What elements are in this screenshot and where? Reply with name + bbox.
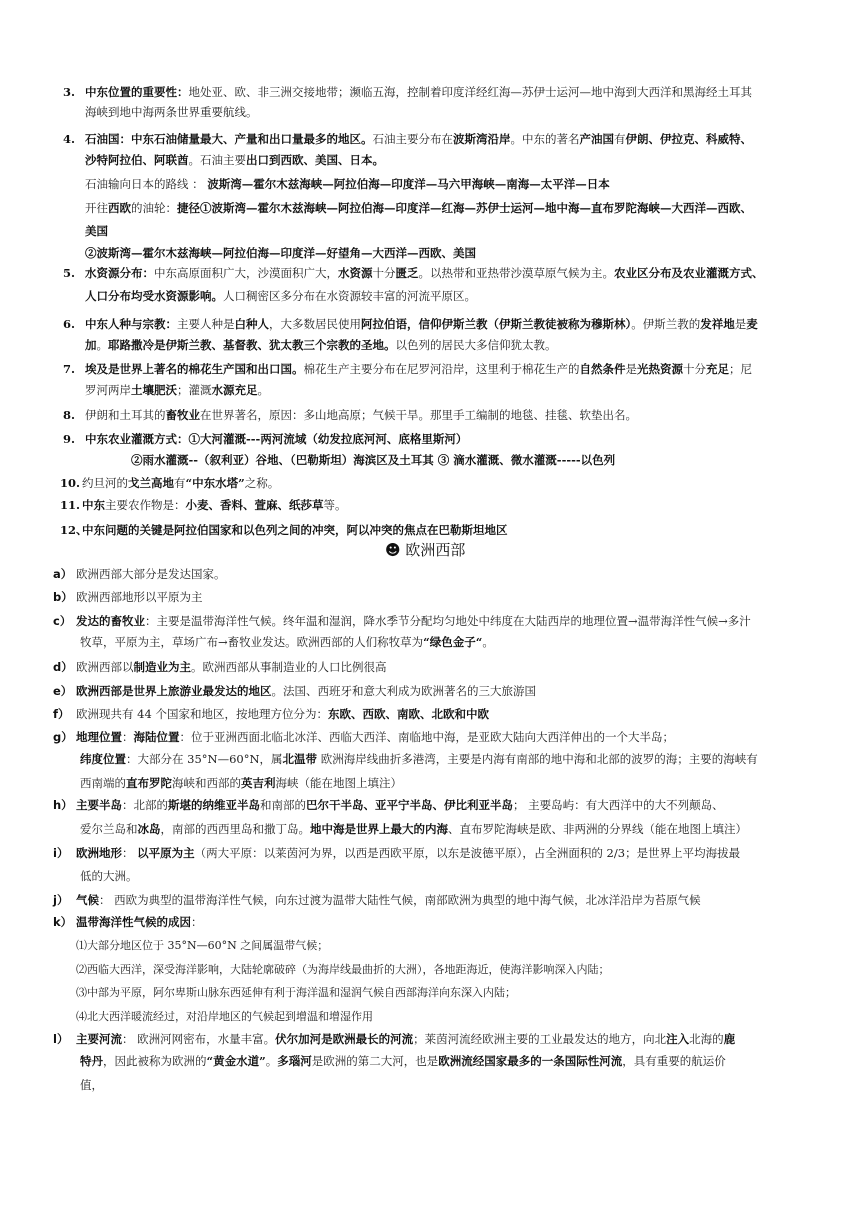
- text-line: [76, 845, 740, 861]
- bold-text: 土壤肥沃: [131, 383, 177, 397]
- bold-text: 东欧、西欧、南欧、北欧和中欧: [327, 707, 489, 721]
- text-span: 。以热带和亚热带沙漠草原气候为主。: [418, 266, 614, 280]
- text-span: ：北部的: [122, 798, 168, 812]
- climate-cause-item: ⑶中部为平原，阿尔卑斯山脉东西延伸有利于海洋温和湿润气候自西部海洋向东深入内陆；: [76, 986, 516, 999]
- bold-text: 发达的畜牧业: [76, 614, 145, 628]
- bold-text: 多瑙河: [277, 1054, 312, 1068]
- bold-text: 气候: [76, 893, 99, 907]
- bold-text: 温带海洋性气候的成因: [76, 915, 191, 929]
- text-span: 是: [625, 362, 637, 376]
- item-number: 4.: [63, 132, 76, 146]
- text-span: 伊朗和土耳其的: [85, 408, 166, 422]
- text-span: 开往: [85, 201, 108, 215]
- text-span: 。: [482, 635, 494, 649]
- bold-text: 伏尔加河是欧洲最长的河流: [275, 1032, 414, 1046]
- text-span: 有: [614, 132, 626, 146]
- bold-text: “黄金水道”: [206, 1054, 266, 1068]
- text-line: [85, 361, 752, 377]
- text-span: ：: [122, 730, 134, 744]
- bold-text: 水源充足: [211, 383, 258, 397]
- bold-text: 阿拉伯语，信仰伊斯兰教（伊斯兰教徒被称为穆斯林）: [361, 317, 632, 331]
- text-span: 以色列的居民大多信仰犹太教。: [395, 338, 557, 352]
- bold-text: 水资源: [338, 266, 373, 280]
- text-span: 。: [265, 1054, 278, 1068]
- text-span: 值，: [80, 1078, 103, 1092]
- text-span: 等。: [323, 498, 347, 512]
- bold-text: 鹿: [723, 1032, 736, 1046]
- text-line: [80, 1053, 726, 1069]
- text-span: 欧洲海岸线曲折多港湾，主要是内海有南部的地中海和北部的波罗的海；主要的海峡有: [317, 752, 758, 766]
- bold-text: 伊朗、伊拉克、科威特、: [625, 132, 752, 146]
- bold-text: 纬度位置: [80, 752, 126, 766]
- text-span: 海峡和西部的: [172, 776, 241, 790]
- bold-text: 以平原为主: [137, 846, 195, 860]
- text-span: 低的大洲。: [80, 869, 138, 883]
- text-span: 欧洲西部大部分是发达国家: [76, 567, 214, 581]
- text-span: ，南部的西西里岛和撒丁岛。: [160, 822, 310, 836]
- text-span: ：: [122, 846, 138, 860]
- text-span: 欧洲西部以: [76, 660, 134, 674]
- bold-text: 耶路撒冷是伊斯兰教、基督教、犹太教三个宗教的圣地。: [108, 338, 396, 352]
- bold-text: 海陆位置: [133, 730, 180, 744]
- text-line: [85, 152, 384, 168]
- bold-text: 特丹: [80, 1054, 103, 1068]
- text-span: 海峡（能在地图上填注）: [275, 776, 402, 790]
- item-number: g）: [53, 730, 73, 744]
- text-span: 十分: [683, 362, 706, 376]
- text-span: 。法国、西班牙和意大利成为欧洲著名的三大旅游国: [271, 684, 536, 698]
- item-number: l）: [53, 1032, 69, 1046]
- text-span: ；灌溉: [177, 383, 212, 397]
- item-number: 5.: [63, 266, 76, 280]
- text-line: [76, 729, 674, 745]
- bold-text: 西欧: [108, 201, 131, 215]
- text-line: [85, 104, 258, 120]
- text-span: 欧洲现共有 44 个国家和地区，按地理方位分为：: [76, 707, 328, 721]
- bold-text: 波斯湾—霍尔木兹海峡—阿拉伯海—印度洋—马六甲海峡—南海—太平洋—日本: [207, 177, 610, 191]
- text-span: 罗河两岸: [85, 383, 131, 397]
- climate-cause-item: ⑷北大西洋暖流经过，对沿岸地区的气候起到增温和增湿作用: [76, 1010, 373, 1023]
- bold-text: 戈兰高地: [128, 476, 174, 490]
- text-line: [85, 288, 476, 304]
- item-number: 6.: [63, 317, 76, 331]
- bold-text: 波斯湾沿岸: [453, 132, 511, 146]
- text-line: [80, 751, 758, 767]
- text-line: [82, 475, 279, 491]
- text-line: [85, 382, 269, 398]
- text-line: [76, 914, 203, 930]
- text-span: 主要人种是: [177, 317, 235, 331]
- text-line: [85, 265, 764, 281]
- bold-text: 冰岛: [137, 822, 161, 836]
- text-span: 石油输向日本的路线 ：: [85, 177, 208, 191]
- item-number: a）: [53, 567, 73, 581]
- item-number: 11.: [60, 498, 81, 512]
- bold-text: 水资源分布：: [85, 266, 154, 280]
- text-line: [85, 223, 108, 239]
- bold-text: 出口到西欧、美国、日本。: [246, 153, 384, 167]
- text-line: [82, 497, 347, 513]
- text-span: ： 欧洲河网密布，水量丰富。: [122, 1032, 276, 1046]
- text-span: 爱尔兰岛和: [80, 822, 138, 836]
- bold-text: 美国: [85, 224, 108, 238]
- text-span: 牧草，平原为主，草场广布→畜牧业发达。欧洲西部的人们称牧草为: [80, 635, 424, 649]
- item-number: c）: [53, 614, 72, 628]
- item-number: 7.: [63, 362, 76, 376]
- text-line: [76, 613, 751, 629]
- item-number: 8.: [63, 408, 76, 422]
- bold-text: 中东问题的关键是阿拉伯国家和以色列之间的冲突，阿以冲突的焦点在巴勒斯坦地区: [82, 523, 508, 537]
- text-span: 海峡到地中海两条世界重要航线。: [85, 105, 258, 119]
- bold-text: 主要河流: [76, 1032, 122, 1046]
- text-span: 人口稠密区多分布在水资源较丰富的河流平原区。: [223, 289, 476, 303]
- bold-text: 注入: [666, 1032, 690, 1046]
- bold-text: 地中海是世界上最大的内海: [310, 822, 448, 836]
- bold-text: 中东: [82, 498, 105, 512]
- text-span: 地处亚、欧、非三洲交接地带；濒临五海，控制着印度洋经红海—苏伊士运河—地中海到大西洋和黑海经土耳其: [188, 85, 752, 99]
- text-span: ：主要是温带海洋性气候。终年温和湿润，降水季节分配均匀地处中纬度在大陆西岸的地理位置→温带海洋性气候→多汁: [145, 614, 751, 628]
- climate-cause-item: ⑴大部分地区位于 35°N—60°N 之间属温带气候；: [76, 939, 329, 952]
- text-line: [80, 821, 747, 837]
- item-number: j）: [53, 893, 69, 907]
- text-span: ，大多数居民使用: [269, 317, 361, 331]
- text-line: [85, 176, 610, 192]
- text-span: ：: [191, 915, 203, 929]
- item-number: d）: [53, 660, 73, 674]
- text-line: [80, 868, 138, 884]
- bold-text: 直布罗陀: [126, 776, 172, 790]
- text-span: ：大部分在 35°N—60°N，属: [126, 752, 283, 766]
- text-line: [85, 200, 752, 216]
- text-line: [85, 131, 752, 147]
- bold-text: 匮乏: [395, 266, 419, 280]
- bold-text: 加: [85, 338, 97, 352]
- text-line: [76, 566, 226, 582]
- text-span: 、直布罗陀海峡是欧、非两洲的分界线（能在地图上填注）: [448, 822, 747, 836]
- text-span: 西南端的: [80, 776, 126, 790]
- bold-text: 畜牧业: [165, 408, 200, 422]
- bold-text: 巴尔干半岛、亚平宁半岛、伊比利亚半岛: [306, 798, 513, 812]
- text-span: ，因此被称为欧洲的: [103, 1054, 207, 1068]
- text-span: ，具有重要的航运价: [622, 1054, 726, 1068]
- text-span: 。: [257, 383, 269, 397]
- text-span: 中东高原面积广大，沙漠面积广大，: [154, 266, 338, 280]
- text-span: 。: [214, 567, 226, 581]
- text-line: [80, 634, 494, 650]
- text-line: [85, 245, 476, 261]
- bold-text: 沙特阿拉伯、阿联酋: [85, 153, 189, 167]
- bold-text: 小麦、香料、萱麻、纸莎草: [185, 498, 324, 512]
- bold-text: 英吉利: [241, 776, 276, 790]
- text-span: 约旦河的: [82, 476, 128, 490]
- text-span: （两大平原：以莱茵河为界，以西是西欧平原，以东是波德平原），占全洲面积的 2/3；是世界上平均海拔最: [194, 846, 741, 860]
- text-line: [85, 407, 637, 423]
- item-number: k）: [53, 915, 73, 929]
- bold-text: 斯堪的纳维亚半岛: [168, 798, 260, 812]
- text-line: [76, 797, 724, 813]
- item-number: 3.: [63, 85, 76, 99]
- bold-text: 北温带: [282, 752, 318, 766]
- text-span: ：位于亚洲西面北临北冰洋、西临大西洋、南临地中海，是亚欧大陆向大西洋伸出的一个大半岛；: [179, 730, 674, 744]
- bold-text: “中东水塔”: [185, 476, 245, 490]
- item-number: 10.: [60, 476, 81, 490]
- text-span: 是欧洲的第二大河，也是: [311, 1054, 439, 1068]
- text-span: 。: [96, 338, 108, 352]
- bold-text: 主要半岛: [76, 798, 122, 812]
- bold-text: 充足: [706, 362, 729, 376]
- text-span: 的油轮：: [131, 201, 177, 215]
- bold-text: ②雨水灌溉--（叙利亚）谷地、（巴勒斯坦）海滨区及土耳其 ③ 滴水灌溉、微水灌溉-----以色列: [131, 453, 616, 467]
- bold-text: 地理位置: [76, 730, 122, 744]
- bold-text: 产油国: [579, 132, 614, 146]
- text-span: 北海的: [689, 1032, 724, 1046]
- text-span: ；尼: [729, 362, 752, 376]
- text-line: [80, 1077, 103, 1093]
- text-span: 。中东的著名: [510, 132, 580, 146]
- text-span: 十分: [372, 266, 396, 280]
- text-span: 之称。: [244, 476, 280, 490]
- bold-text: 制造业为主: [133, 660, 191, 674]
- item-number: b）: [53, 590, 73, 604]
- text-span: 欧洲西部地形以平原为主: [76, 590, 203, 604]
- item-number: i）: [53, 846, 69, 860]
- text-line: [82, 522, 508, 538]
- text-span: ； 主要岛屿：有大西洋中的大不列颠岛、: [513, 798, 724, 812]
- text-line: [76, 892, 701, 908]
- text-span: 。石油主要: [188, 153, 246, 167]
- text-span: 石油主要分布在: [372, 132, 453, 146]
- bold-text: 麦: [746, 317, 758, 331]
- bold-text: 石油国：中东石油储量最大、产量和出口量最多的地区。: [85, 132, 373, 146]
- text-span: 是: [734, 317, 747, 331]
- text-span: 棉花生产主要分布在尼罗河沿岸，这里利于棉花生产的: [303, 362, 580, 376]
- text-line: [76, 683, 536, 699]
- bold-text: “绿色金子“: [423, 635, 483, 649]
- bold-text: 欧洲流经国家最多的一条国际性河流: [438, 1054, 623, 1068]
- bold-text: 白种人: [234, 317, 269, 331]
- text-line: [76, 659, 387, 675]
- text-span: 。伊斯兰教的: [631, 317, 701, 331]
- text-line: [85, 316, 758, 332]
- item-number: e）: [53, 684, 73, 698]
- text-line: [76, 706, 489, 722]
- text-span: ；莱茵河流经欧洲主要的工业最发达的地方，向北: [413, 1032, 667, 1046]
- text-line: [76, 1031, 735, 1047]
- text-span: ： 西欧为典型的温带海洋性气候，向东过渡为温带大陆性气候，南部欧洲为典型的地中海气候，北冰洋沿岸为苔原气候: [99, 893, 701, 907]
- section-heading-west-europe: ☻ 欧洲西部: [385, 541, 466, 559]
- bold-text: 自然条件: [579, 362, 626, 376]
- text-line: [85, 431, 467, 447]
- bold-text: 发祥地: [700, 317, 735, 331]
- text-line: [80, 775, 402, 791]
- bold-text: 欧洲西部是世界上旅游业最发达的地区: [76, 684, 272, 698]
- item-number: 12、: [60, 523, 88, 537]
- item-number: 9.: [63, 432, 76, 446]
- bold-text: 埃及是世界上著名的棉花生产国和出口国。: [85, 362, 304, 376]
- text-line: [85, 337, 557, 353]
- bold-text: 农业区分布及农业灌溉方式、: [614, 266, 764, 280]
- text-line: [85, 84, 752, 100]
- bold-text: 人口分布均受水资源影响。: [85, 289, 223, 303]
- text-span: 在世界著名，原因：多山地高原；气候干旱。那里手工编制的地毯、挂毯、软垫出名。: [200, 408, 637, 422]
- bold-text: 捷径①波斯湾—霍尔木兹海峡—阿拉伯海—印度洋—红海—苏伊士运河—地中海—直布罗陀海峡—大西洋—西欧、: [177, 201, 752, 215]
- text-line: [131, 452, 615, 468]
- bold-text: 欧洲地形: [76, 846, 122, 860]
- text-line: [76, 589, 203, 605]
- text-span: 有: [174, 476, 186, 490]
- item-number: h）: [53, 798, 73, 812]
- bold-text: 光热资源: [637, 362, 683, 376]
- bold-text: 中东农业灌溉方式：①大河灌溉---两河流域（幼发拉底河河、底格里斯河）: [85, 432, 468, 446]
- text-span: 。欧洲西部从事制造业的人口比例很高: [191, 660, 387, 674]
- item-number: f）: [53, 707, 70, 721]
- text-span: 和南部的: [260, 798, 306, 812]
- bold-text: 中东人种与宗教：: [85, 317, 177, 331]
- text-span: 主要农作物是：: [105, 498, 186, 512]
- climate-cause-item: ⑵西临大西洋，深受海洋影响，大陆轮廓破碎（为海岸线最曲折的大洲），各地距海近，使海洋影响深入内陆；: [76, 963, 610, 976]
- bold-text: ②波斯湾—霍尔木兹海峡—阿拉伯海—印度洋—好望角—大西洋—西欧、美国: [85, 246, 476, 260]
- bold-text: 中东位置的重要性：: [85, 85, 189, 99]
